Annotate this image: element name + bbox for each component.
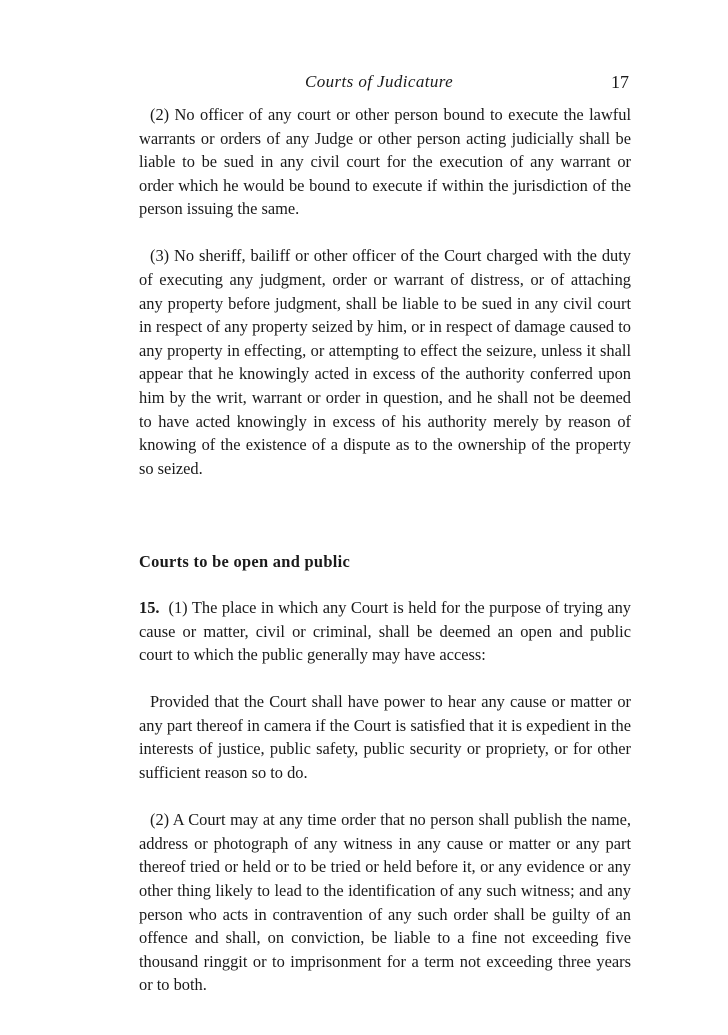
- section-15-subsection-1-text: (1) The place in which any Court is held for the purpose of trying any cause or matter, civil or criminal, shall be deemed an open and public court to which the public generally may have access:: [139, 598, 631, 665]
- section-15-subsection-2: (2) A Court may at any time order that no person shall publish the name, address or photograph of any witness in any cause or matter or any part thereof tried or held or to be tried or held before it, or any evidence or any other thing likely to lead to the identification of any such witness; and any person who acts in contravention of any such order shall be guilty of an offence and shall, on conviction, be liable to a fine not exceeding five thousand ringgit or to imprisonment for a term not exceeding three years or to both.: [139, 810, 631, 995]
- section-15-subsection-1: [139, 596, 631, 667]
- section-15-proviso: Provided that the Court shall have power to hear any cause or matter or any part thereof in camera if the Court is satisfied that it is expedient in the interests of justice, public safety, public security or propriety, or for other sufficient reason so to do.: [139, 692, 631, 783]
- page-body: [139, 103, 631, 997]
- section-14-subsection-2: (2) No officer of any court or other person bound to execute the lawful warrants or orders of any Judge or other person acting judicially shall be liable to be sued in any civil court for the execution of any warrant or order which he would be bound to execute if within the jurisdiction of the person issuing the same.: [139, 105, 631, 219]
- running-title: Courts of Judicature: [305, 72, 454, 91]
- running-header: [0, 72, 728, 98]
- section-heading: Courts to be open and public: [139, 552, 351, 572]
- page-number: 17: [611, 72, 629, 92]
- section-14-subsection-3: (3) No sheriff, bailiff or other officer of the Court charged with the duty of executing any judgment, order or warrant of distress, or of attaching any property before judgment, shall be liable to be sued in any civil court in respect of any property seized by him, or in respect of damage caused to any property in effecting, or attempting to effect the seizure, unless it shall appear that he knowingly acted in excess of the authority conferred upon him by the writ, warrant or order in question, and he shall not be deemed to have acted knowingly in excess of his authority merely by reason of knowing of the existence of a dispute as to the ownership of the property so seized.: [139, 246, 631, 478]
- section-number: 15.: [139, 598, 160, 617]
